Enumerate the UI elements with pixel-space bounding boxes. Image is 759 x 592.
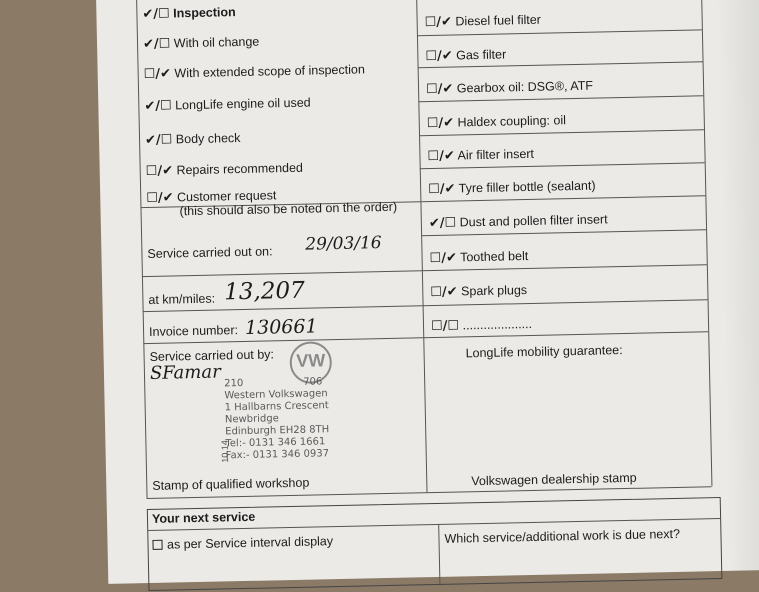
item-label: Body check: [175, 131, 241, 147]
item-inspection[interactable]: [142, 5, 236, 22]
invoice-value: 130661: [244, 315, 318, 339]
checkbox-state[interactable]: ☐/✔: [143, 66, 172, 83]
item-label: Repairs recommended: [176, 160, 304, 178]
next-service-option[interactable]: [152, 534, 333, 552]
item-haldex-oil[interactable]: [427, 113, 566, 131]
checkbox-state[interactable]: ☐/✔: [424, 14, 453, 31]
checkbox-state[interactable]: ☐/✔: [425, 48, 453, 65]
checkbox-state[interactable]: ☐/✔: [426, 115, 455, 132]
item-label: ....................: [462, 316, 533, 333]
item-longlife-oil[interactable]: [144, 96, 311, 114]
checkbox-state[interactable]: ☐/✔: [430, 284, 458, 301]
signature: SFamar: [149, 361, 221, 384]
workshop-stamp: [224, 376, 330, 462]
item-label: Tyre filler bottle (sealant): [458, 178, 596, 196]
item-extended-inspection[interactable]: [144, 62, 365, 82]
service-date-row: [147, 244, 272, 261]
item-label: With oil change: [173, 34, 260, 51]
item-customer-request-note: (this should also be noted on the order): [179, 199, 398, 219]
item-label: Diesel fuel filter: [455, 12, 542, 29]
item-diesel-filter[interactable]: [425, 13, 542, 30]
item-gearbox-oil[interactable]: [426, 79, 593, 97]
stamp-code-right: 706: [303, 376, 323, 388]
checkbox-state[interactable]: ✔/☐: [142, 6, 170, 23]
mileage-label: at km/miles:: [148, 291, 216, 307]
checkbox-state[interactable]: ✔/☐: [144, 98, 172, 115]
mileage-value: 13,207: [224, 277, 306, 306]
item-toothed-belt[interactable]: [429, 249, 528, 266]
item-label: Spark plugs: [460, 283, 528, 299]
stamp-line: Tel:- 0131 346 1661: [225, 436, 326, 450]
invoice-label: Invoice number:: [148, 323, 239, 339]
item-body-check[interactable]: [145, 131, 241, 148]
checkbox-state[interactable]: ☐/✔: [428, 181, 456, 198]
guarantee-label: LongLife mobility guarantee:: [465, 343, 623, 361]
service-date-label: Service carried out on:: [147, 244, 273, 261]
next-service-option-label: as per Service interval display: [166, 534, 334, 552]
stamp-line: 1 Hallbarns Crescent: [224, 400, 329, 414]
service-form-table: [136, 0, 712, 498]
dealer-stamp-label: Volkswagen dealership stamp: [471, 470, 637, 489]
item-label: Haldex coupling: oil: [457, 113, 567, 130]
service-by-label: Service carried out by:: [149, 347, 275, 364]
item-blank[interactable]: [431, 317, 532, 334]
logo-text: VW: [296, 350, 326, 371]
checkbox-state[interactable]: ☐/✔: [427, 148, 455, 165]
checkbox-state[interactable]: ☐/☐: [430, 318, 460, 335]
interval-checkbox[interactable]: [152, 540, 162, 550]
service-date-value: 29/03/16: [305, 233, 382, 255]
page-shadow: [716, 0, 759, 571]
item-pollen-filter[interactable]: [429, 212, 608, 231]
stamp-line: Fax:- 0131 346 0937: [225, 448, 330, 462]
item-spark-plugs[interactable]: [430, 283, 527, 300]
item-label: Toothed belt: [459, 249, 529, 265]
checkbox-state[interactable]: ☐/✔: [429, 250, 458, 267]
stamp-label: Stamp of qualified workshop: [152, 475, 310, 493]
stamp-line: Newbridge: [224, 413, 279, 426]
item-label: Dust and pollen filter insert: [459, 212, 608, 230]
service-book-page: [96, 0, 759, 584]
item-label: Air filter insert: [457, 146, 535, 163]
item-oil-change[interactable]: [143, 35, 260, 52]
stamp-side-code: 10.14: [219, 440, 231, 463]
stamp-line: Edinburgh EH28 8TH: [225, 424, 330, 438]
item-label: Gas filter: [456, 47, 507, 63]
stamp-code-left: 210: [224, 378, 244, 390]
item-label: Inspection: [173, 5, 236, 21]
item-gas-filter[interactable]: [425, 47, 506, 64]
item-label: LongLife engine oil used: [174, 95, 311, 113]
item-label: With extended scope of inspection: [174, 62, 365, 81]
stamp-line: Western Volkswagen: [224, 388, 328, 402]
checkbox-state[interactable]: ✔/☐: [144, 132, 173, 149]
checkbox-state[interactable]: ☐/✔: [145, 163, 174, 179]
next-service-box: [147, 497, 723, 591]
item-label: Customer request: [176, 188, 277, 205]
checkbox-state[interactable]: ☐/✔: [146, 190, 174, 206]
checkbox-state[interactable]: ✔/☐: [142, 36, 171, 53]
item-repairs[interactable]: [146, 161, 304, 179]
checkbox-state[interactable]: ✔/☐: [428, 215, 457, 232]
next-service-title: Your next service: [151, 509, 256, 526]
checkbox-state[interactable]: ☐/✔: [425, 81, 454, 98]
item-label: Gearbox oil: DSG®, ATF: [456, 78, 594, 96]
item-air-filter[interactable]: [427, 147, 534, 164]
item-tyre-sealant[interactable]: [428, 179, 596, 198]
next-service-question: Which service/additional work is due next?: [444, 526, 681, 546]
